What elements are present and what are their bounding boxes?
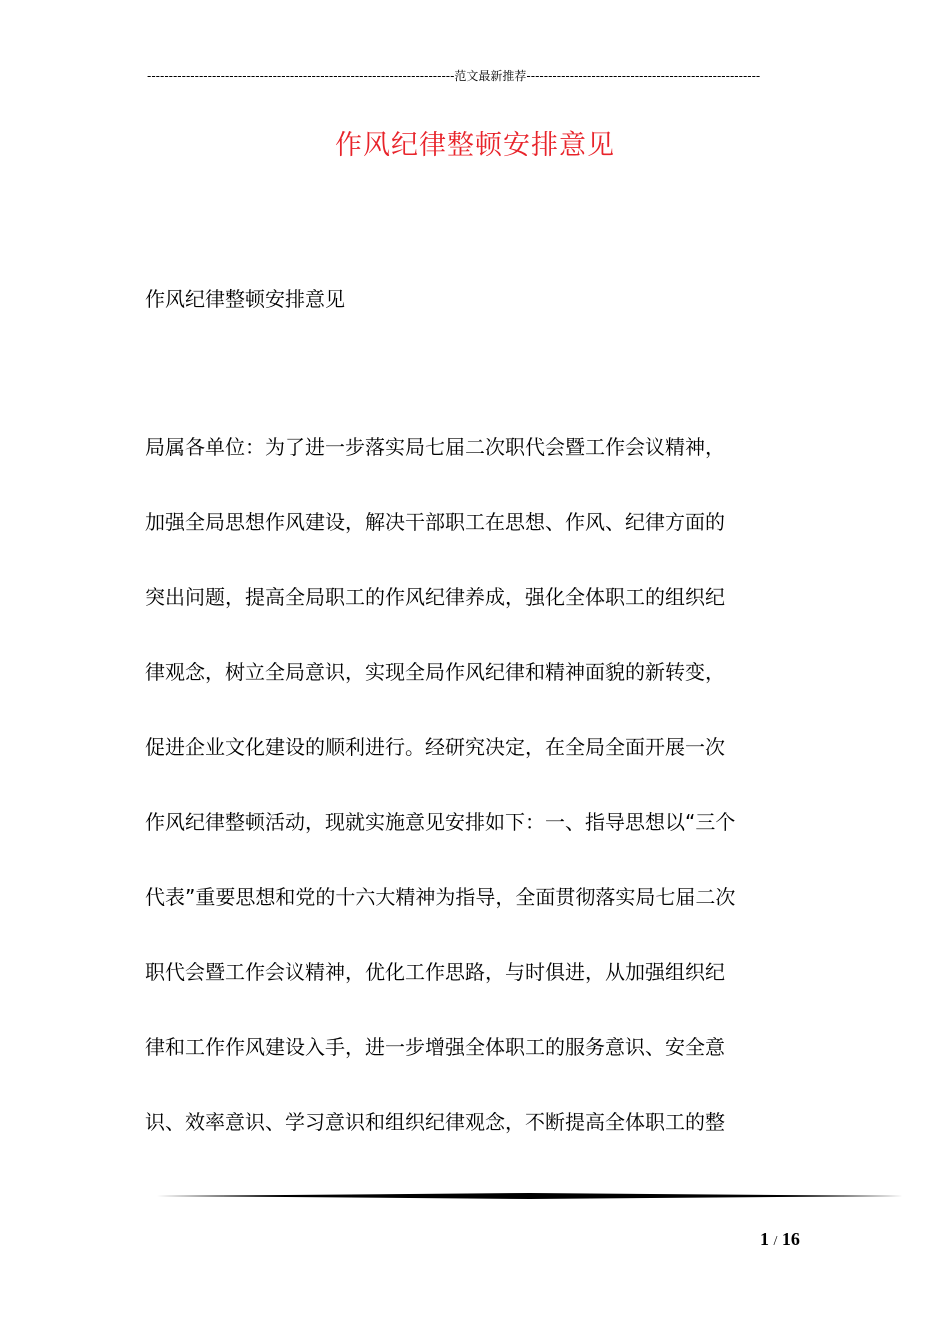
body-line: 识、效率意识、学习意识和组织纪律观念，不断提高全体职工的整 [145,1110,725,1134]
header-banner: -----------------------------------------------------------------------范文最新推荐------------------------------------------------------ [147,69,761,83]
page-number [760,1228,800,1253]
body-line: 加强全局思想作风建设，解决干部职工在思想、作风、纪律方面的 [145,510,725,534]
body-line: 职代会暨工作会议精神，优化工作思路，与时俱进，从加强组织纪 [145,960,725,984]
page-separator: / [773,1234,778,1249]
total-pages: 16 [781,1229,800,1249]
body-line: 局属各单位：为了进一步落实局七届二次职代会暨工作会议精神， [145,435,725,459]
body-line: 作风纪律整顿活动，现就实施意见安排如下：一、指导思想以“三个 [145,810,736,834]
body-text [145,430,815,1180]
body-line: 代表”重要思想和党的十六大精神为指导，全面贯彻落实局七届二次 [145,885,736,909]
document-subtitle: 作风纪律整顿安排意见 [145,287,345,311]
body-line: 律和工作作风建设入手，进一步增强全体职工的服务意识、安全意 [145,1035,725,1059]
document-title: 作风纪律整顿安排意见 [335,130,615,161]
body-line: 律观念，树立全局意识，实现全局作风纪律和精神面貌的新转变， [145,660,725,684]
body-line: 促进企业文化建设的顺利进行。经研究决定，在全局全面开展一次 [145,735,725,759]
current-page: 1 [760,1229,769,1249]
footer-divider [157,1193,903,1199]
body-line: 突出问题，提高全局职工的作风纪律养成，强化全体职工的组织纪 [145,585,725,609]
